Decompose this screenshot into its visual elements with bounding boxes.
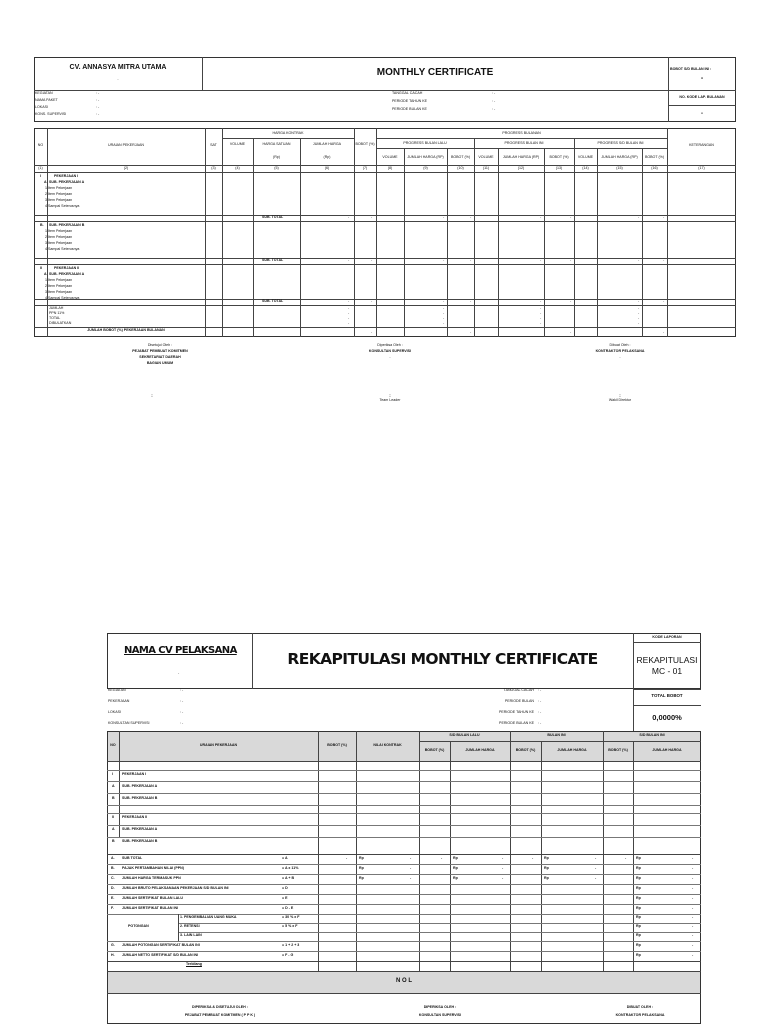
rp: Rp	[636, 943, 641, 947]
total-label: PPN 11%	[49, 311, 65, 315]
rk-info-label: PERIODE TAHUN KE	[498, 710, 534, 714]
rp: Rp	[453, 876, 458, 880]
mc-info-label: PERIODE BULAN KE	[392, 107, 427, 111]
rk-info-value: : -	[180, 699, 184, 703]
rk-calc-formula: = D	[282, 886, 288, 890]
sig-name: :	[151, 393, 153, 398]
mc-col-bobot: BOBOT (%)	[549, 155, 569, 159]
rk-row-text: PEKERJAAN II	[122, 815, 148, 819]
section-sub: SUB. PEKERJAAN A	[49, 272, 85, 276]
sig-role: Wakil Direktur	[608, 398, 632, 402]
rk-col-bobot-pct: BOBOT (%)	[608, 748, 628, 752]
rk-row-no: I	[112, 772, 113, 776]
rk-company-name: NAMA CV PELAKSANA	[124, 645, 237, 656]
rk-info-value: : -	[538, 710, 542, 714]
mc-col-ini: PROGRESS BULAN INI	[504, 141, 544, 145]
sig-org3: BAGIAN UMUM	[146, 361, 174, 365]
subtotal-label: SUB. TOTAL	[262, 299, 284, 303]
sig-head: Disetujui Oleh :	[147, 343, 173, 347]
col-number: (5)	[274, 166, 279, 170]
dash: -	[692, 943, 694, 947]
dash: -	[540, 258, 542, 262]
mc-info-value: : -	[96, 98, 100, 102]
mc-col-volume: VOLUME	[478, 155, 494, 159]
rk-company-sub: -	[178, 671, 180, 675]
rk-info-label: TANGGAL CACAH	[503, 688, 534, 692]
dash: -	[346, 856, 348, 860]
rk-terbilang-label: Terbilang	[186, 962, 202, 966]
mc-col-keterangan: KETERANGAN	[689, 143, 714, 147]
dash: -	[638, 258, 640, 262]
rk-kode-value-2: MC - 01	[651, 666, 683, 676]
mc-col-jumlah-harga-rp: JUMLAH HARGA (RP)	[601, 155, 638, 159]
rk-calc-text: JUMLAH BRUTO PELAKSANAAN PEKERJAAN S/D BULAN INI	[122, 886, 229, 890]
rk-col-sd-lalu: S/D BULAN LALU	[449, 733, 480, 737]
dash: -	[692, 924, 694, 928]
rk-calc-formula: = A x 11%	[282, 866, 299, 870]
rp: Rp	[544, 876, 549, 880]
rp: Rp	[636, 933, 641, 937]
dash: -	[638, 321, 640, 325]
rk-calc-no: E.	[111, 896, 115, 900]
rk-info-value: : -	[538, 699, 542, 703]
mc-col-lalu: PROGRESS BULAN LALU	[403, 141, 447, 145]
dash: -	[663, 215, 665, 219]
mc-col-harga-satuan: HARGA SATUAN	[262, 142, 291, 146]
rk-calc-no: H.	[111, 953, 115, 957]
rk-row-text: SUB. PEKERJAAN A	[122, 827, 158, 831]
mc-col-sd-ini: PROGRESS S/D BULAN INI	[597, 141, 644, 145]
dash: -	[371, 330, 373, 334]
rp: Rp	[636, 856, 641, 860]
col-number: (8)	[387, 166, 393, 170]
col-number: (17)	[698, 166, 705, 170]
dash: -	[692, 896, 694, 900]
subtotal-label: SUB. TOTAL	[262, 258, 284, 262]
rk-row-no: B	[112, 839, 115, 843]
rk-row-text: SUB. PEKERJAAN B	[122, 796, 158, 800]
rk-kode-label: KODE LAPORAN	[652, 635, 682, 639]
rp: Rp	[453, 856, 458, 860]
rk-info-label: PERIODE BULAN KE	[499, 721, 534, 725]
col-number: (3)	[211, 166, 216, 170]
rp: Rp	[636, 953, 641, 957]
mc-info-value: : -	[96, 105, 100, 109]
col-number: (13)	[555, 166, 563, 170]
sig-head: Diperiksa Oleh :	[377, 343, 403, 347]
section-code: II	[40, 266, 42, 270]
dash: -	[692, 915, 694, 919]
total-label: DIBULATKAN	[49, 321, 72, 325]
section-title: PEKERJAAN I	[54, 174, 79, 178]
col-number: (7)	[362, 166, 368, 170]
mc-col-volume: VOLUME	[577, 155, 594, 159]
mc-col-no: NO	[37, 143, 44, 147]
rk-total-bobot-label: TOTAL BOBOT	[651, 693, 683, 698]
dash: -	[443, 215, 445, 219]
sig-org2: SEKRETARIAT DAERAH	[139, 355, 181, 359]
dash: -	[638, 316, 640, 320]
mc-info-label: LOKASI	[35, 105, 48, 109]
sig-org: PEJABAT PEMBUAT KOMITMEN	[132, 349, 188, 353]
mc-info-label: KONS. SUPERVISI	[35, 112, 67, 116]
rk-col-no: NO	[110, 743, 116, 747]
mc-col-jumlah-harga-rp: JUMLAH HARGA (RP)	[502, 155, 540, 159]
rk-potongan-formula: = 5 % x F	[282, 924, 298, 928]
dash: -	[410, 876, 412, 880]
rk-calc-no: C.	[111, 876, 115, 880]
mc-col-uraian: URAIAN PEKERJAAN	[108, 143, 144, 147]
rk-row-no: II	[112, 815, 114, 819]
dash: -	[502, 856, 504, 860]
rp: Rp	[636, 866, 641, 870]
rk-calc-text: SUB TOTAL	[122, 856, 143, 860]
mc-info-label: NAMA PAKET	[35, 98, 58, 102]
col-number: (14)	[582, 166, 589, 170]
dash: -	[348, 306, 350, 310]
mc-col-rp: (Rp)	[323, 155, 331, 159]
rp: Rp	[544, 866, 549, 870]
rk-calc-text: JUMLAH SERTIFIKAT BULAN INI	[122, 906, 179, 910]
rk-col-jumlah-harga: JUMLAH HARGA	[557, 748, 587, 752]
dash: -	[443, 311, 445, 315]
rk-calc-no: G.	[111, 943, 115, 947]
dash: -	[692, 906, 694, 910]
mc-col-rp: (Rp)	[273, 155, 280, 159]
dash: -	[595, 876, 597, 880]
dash: -	[570, 330, 572, 334]
rk-row-no: A	[112, 827, 115, 831]
rk-sig-line2: KONTRAKTOR PELAKSANA	[615, 1013, 665, 1017]
item: 2 Item Pekerjaan	[45, 192, 73, 196]
rk-calc-no: F.	[111, 906, 114, 910]
item: 3 Item Pekerjaan	[45, 290, 73, 294]
rk-calc-text: PAJAK PERTAMBAHAN NILAI (PPN)	[122, 866, 184, 870]
dash: -	[692, 953, 694, 957]
rk-calc-no: D.	[111, 886, 115, 890]
rp: Rp	[636, 876, 641, 880]
rk-info-label: KEGIATAN	[108, 688, 126, 692]
sig-role: Team Leader	[379, 398, 401, 402]
item: 4 Sampai Seterusnya	[45, 247, 80, 251]
dash: -	[540, 311, 542, 315]
rk-calc-formula: = A	[282, 856, 288, 860]
rp: Rp	[359, 876, 364, 880]
item: 1 Item Pekerjaan	[45, 186, 73, 190]
rp: Rp	[453, 866, 458, 870]
dash: -	[663, 258, 665, 262]
dash: -	[570, 215, 572, 219]
mc-col-volume: VOLUME	[382, 155, 398, 159]
rk-calc-text: JUMLAH POTONGAN SERTIFIKAT BULAN INI	[122, 943, 200, 947]
rp: Rp	[359, 856, 364, 860]
mc-info-value: : -	[96, 112, 100, 116]
rk-info-value: : -	[538, 688, 542, 692]
dash: -	[502, 866, 504, 870]
rp: Rp	[636, 906, 641, 910]
total-label: JUMLAH	[49, 306, 64, 310]
dash: -	[371, 215, 373, 219]
mc-company-name: CV. ANNASYA MITRA UTAMA	[69, 64, 167, 71]
dash: -	[540, 316, 542, 320]
rk-sig-line1: DIPERIKSA & DISETUJUI OLEH :	[192, 1005, 248, 1009]
rk-info-label: KONSULTAN SUPERVISI	[108, 721, 150, 725]
rp: Rp	[544, 856, 549, 860]
rk-calc-no: B.	[111, 866, 115, 870]
dash: -	[692, 856, 694, 860]
dash: -	[540, 299, 542, 303]
total-label: TOTAL	[49, 316, 61, 320]
sig-name: :	[389, 393, 391, 398]
section-sub-code: A	[44, 180, 47, 184]
item: 3 Item Pekerjaan	[45, 198, 73, 202]
mc-info-value: : -	[492, 99, 496, 103]
rk-calc-formula: = A + B	[282, 876, 295, 880]
mc-col-sat: SAT	[210, 143, 217, 147]
col-number: (6)	[324, 166, 330, 170]
mc-bobot-value: -	[700, 75, 704, 82]
col-number: (2)	[123, 166, 129, 170]
dash: -	[595, 856, 597, 860]
mc-col-progres: PROGRESS BULANAN	[502, 131, 541, 135]
dash: -	[470, 215, 472, 219]
rk-potongan-label: POTONGAN	[128, 924, 149, 928]
mc-kode-value: -	[701, 111, 703, 117]
dash: -	[348, 321, 350, 325]
dash: -	[443, 299, 445, 303]
rk-row-text: PEKERJAAN I	[122, 772, 147, 776]
sig-org2: -	[619, 355, 621, 359]
col-number: (10)	[457, 166, 464, 170]
rk-info-value: : -	[538, 721, 542, 725]
mc-col-harga-kontrak: HARGA KONTRAK	[272, 131, 304, 135]
section-sub-code: A	[44, 272, 47, 276]
dash: -	[625, 856, 627, 860]
section-title: PEKERJAAN II	[54, 266, 80, 270]
col-number: (4)	[235, 166, 240, 170]
section-code: I	[40, 174, 41, 178]
mc-info-label: PERIODE TAHUN KE	[392, 99, 428, 103]
sig-org2: -	[389, 355, 391, 359]
dash: -	[692, 866, 694, 870]
rk-sig-line2: PEJABAT PEMBUAT KOMITMEN ( P P K )	[184, 1013, 256, 1017]
dash: -	[638, 215, 640, 219]
dash: -	[371, 258, 373, 262]
mc-info-value: : -	[492, 91, 496, 95]
dash: -	[441, 856, 443, 860]
mc-info-value: : -	[492, 107, 496, 111]
sig-name: :	[619, 393, 621, 398]
rk-title: REKAPITULASI MONTHLY CERTIFICATE	[287, 650, 598, 668]
sig-head: Dibuat Oleh :	[609, 343, 631, 347]
mc-info-label: TANGGAL CACAH	[392, 91, 423, 95]
rk-col-bobot: BOBOT (%)	[327, 743, 347, 747]
rk-col-bobot-pct: BOBOT (%)	[515, 748, 536, 752]
col-number: (9)	[423, 166, 428, 170]
rk-potongan-item: 1. PENGEMBALIAN UANG MUKA	[180, 915, 237, 919]
rk-potongan-item: 2. RETENSI	[180, 924, 200, 928]
rk-info-label: PERIODE BULAN	[504, 699, 534, 703]
mc-kode-label: NO. KODE LAP. BULANAN	[679, 95, 725, 99]
rk-info-label: PEKERJAAN	[108, 699, 130, 703]
rk-potongan-formula: = 30 % x F	[282, 915, 300, 919]
mc-info-label: KEGIATAN	[35, 91, 53, 95]
dash: -	[470, 258, 472, 262]
dash: -	[443, 258, 445, 262]
rk-col-jumlah-harga: JUMLAH HARGA	[652, 748, 682, 752]
dash: -	[443, 316, 445, 320]
mc-col-jumlah-harga: JUMLAH HARGA	[312, 142, 342, 146]
jumlah-bobot-label: JUMLAH BOBOT (%) PEKERJAAN BULANAN	[87, 328, 165, 332]
mc-col-jumlah-harga-rp: JUMLAH HARGA (RP)	[407, 155, 444, 159]
mc-col-bobot: BOBOT (%)	[450, 155, 471, 159]
rk-kode-value-1: REKAPITULASI	[636, 655, 698, 665]
dash: -	[540, 321, 542, 325]
dash: -	[410, 856, 412, 860]
rk-row-no: A	[112, 784, 115, 788]
rk-col-bobot-pct: BOBOT (%)	[424, 748, 445, 752]
mc-bobot-label: BOBOT S/D BULAN INI :	[670, 67, 712, 71]
item: 3 Item Pekerjaan	[45, 241, 73, 245]
dash: -	[540, 306, 542, 310]
rk-col-sd-ini: S/D BULAN INI	[639, 733, 665, 737]
rk-calc-formula: = F - G	[282, 953, 294, 957]
item: 1 Item Pekerjaan	[45, 229, 73, 233]
rp: Rp	[359, 866, 364, 870]
col-number: (1)	[38, 166, 43, 170]
rk-calc-formula: = 1 + 2 + 3	[282, 943, 300, 947]
section-code: B.	[40, 223, 44, 227]
dash: -	[532, 856, 534, 860]
mc-col-bobot: BOBOT (%)	[355, 142, 375, 146]
rekapitulasi-doc	[0, 630, 768, 1024]
dash: -	[470, 330, 472, 334]
item: 2 Item Pekerjaan	[45, 284, 73, 288]
dash: -	[443, 306, 445, 310]
rk-calc-text: JUMLAH NETTO SERTIFIKAT S/D BULAN INI	[122, 953, 199, 957]
rk-calc-no: A.	[111, 856, 115, 860]
dash: -	[663, 330, 665, 334]
dash: -	[692, 876, 694, 880]
rk-sig-line1: DIPERIKSA OLEH :	[423, 1005, 457, 1009]
item: 4 Sampai Seterusnya	[45, 296, 80, 300]
col-number: (15)	[616, 166, 623, 170]
rk-sig-line2: KONSULTAN SUPERVISI	[418, 1013, 462, 1017]
col-number: (12)	[517, 166, 525, 170]
subtotal-label: SUB. TOTAL	[262, 215, 284, 219]
rk-nol: N O L	[396, 978, 412, 984]
dash: -	[348, 258, 350, 262]
dash: -	[638, 311, 640, 315]
dash: -	[348, 316, 350, 320]
rk-potongan-item: 3. LAIN LAIN	[180, 933, 202, 937]
dash: -	[638, 306, 640, 310]
rp: Rp	[636, 886, 641, 890]
rk-info-value: : -	[180, 710, 184, 714]
dash: -	[348, 215, 350, 219]
rk-row-text: SUB. PEKERJAAN A	[122, 784, 158, 788]
rp: Rp	[636, 915, 641, 919]
rk-info-value: : -	[180, 688, 184, 692]
dash: -	[470, 299, 472, 303]
rk-row-text: SUB. PEKERJAAN B	[122, 839, 158, 843]
section-title: SUB. PEKERJAAN B	[49, 223, 85, 227]
col-number: (11)	[482, 166, 490, 170]
dash: -	[595, 866, 597, 870]
rk-calc-formula: = E	[282, 896, 288, 900]
mc-col-volume: VOLUME	[229, 142, 246, 146]
rk-total-bobot-value: 0,0000%	[652, 713, 682, 722]
mc-col-bobot: BOBOT (%)	[644, 155, 665, 159]
dash: -	[692, 933, 694, 937]
rp: Rp	[636, 896, 641, 900]
dash: -	[443, 321, 445, 325]
mc-info-value: : -	[96, 91, 100, 95]
rk-calc-text: JUMLAH SERTIFIKAT BULAN LALU	[122, 896, 184, 900]
rk-calc-formula: = D - E	[282, 906, 294, 910]
rk-calc-text: JUMLAH HARGA TERMASUK PPN	[122, 876, 181, 880]
dash: -	[570, 299, 572, 303]
dash: -	[502, 876, 504, 880]
item: 1 Item Pekerjaan	[45, 278, 73, 282]
dash: -	[638, 299, 640, 303]
item: 4 Sampai Seterusnya	[45, 204, 80, 208]
rp: Rp	[636, 924, 641, 928]
rk-info-value: : -	[180, 721, 184, 725]
dash: -	[371, 299, 373, 303]
item: 2 Item Pekerjaan	[45, 235, 73, 239]
section-sub: SUB. PEKERJAAN A	[49, 180, 85, 184]
sig-org: KONSULTAN SUPERVISI	[368, 349, 412, 353]
sig-org: KONTRAKTOR PELAKSANA	[595, 349, 645, 353]
rk-sig-line1: DIBUAT OLEH :	[626, 1005, 654, 1009]
col-number: (16)	[651, 166, 658, 170]
dash: -	[663, 299, 665, 303]
rk-col-jumlah-harga: JUMLAH HARGA	[465, 748, 495, 752]
dash: -	[348, 311, 350, 315]
dash: -	[570, 258, 572, 262]
monthly-certificate-doc	[0, 0, 768, 420]
rk-col-bulan-ini: BULAN INI	[547, 733, 566, 737]
rk-col-uraian: URAIAN PEKERJAAN	[199, 743, 238, 747]
dash: -	[348, 299, 350, 303]
dash: -	[410, 866, 412, 870]
rk-row-no: B	[112, 796, 115, 800]
mc-title: MONTHLY CERTIFICATE	[376, 67, 494, 78]
mc-company-sub: -	[117, 77, 119, 81]
rk-col-nilai: NILAI KONTRAK	[373, 743, 402, 747]
dash: -	[692, 886, 694, 890]
rk-info-label: LOKASI	[108, 710, 121, 714]
dash: -	[540, 215, 542, 219]
